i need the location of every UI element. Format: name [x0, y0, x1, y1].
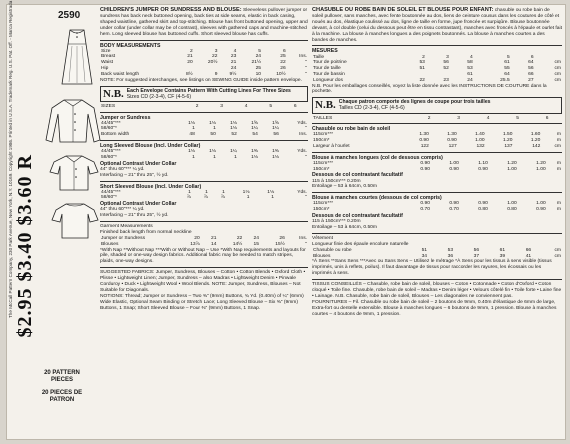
row-value: 14½	[232, 241, 243, 247]
jumper-back-sketch	[54, 26, 100, 88]
row-value: 1⅛	[209, 149, 216, 155]
en-description: Sleeveless pullover jumper or sundress has back neck buttoned opening, back ties at side seams, elastic in back casing, shaped waistline, gathered skirt and top-stitching. Blouse has front buttoned opening, upper and under collar (under collar may be of contrast), sleeves with gathered caps and machine-stitched hem. Long sleeved blouse has buttoned cuffs. Short sleeved blouse has cuffs.	[100, 8, 308, 37]
row-value: 0.80	[507, 207, 517, 213]
fr-note: N.B. Pour les emballages conseillés, voyez la liste donnée avec les INSTRUCTIONS DE COUTURE dans la pochette.	[312, 83, 547, 95]
row-label: Breast	[101, 54, 116, 60]
nb-mark: N.B.	[103, 87, 124, 100]
row-value: 1	[192, 126, 195, 132]
row-value: 1.60	[530, 132, 541, 138]
row-value: 23	[230, 54, 237, 60]
row-value: 10½	[276, 71, 286, 77]
row-value: 37	[473, 253, 480, 259]
fr-nap-note: *Á Sens **Sans Sens ***Avec ou Sans Sens – Utilisez le métrage *À Sens pour les tissus à sens visible (tissus imprimés, unis à reflets, poilus). Il faut davantage de tissus pour raccorder les rayures, les écossais ou les imprimés à sens.	[312, 259, 552, 277]
row-value: m	[556, 132, 561, 138]
row-value: 48	[189, 132, 195, 138]
row-label: 150cm*	[313, 138, 330, 144]
row-value: 41	[525, 253, 532, 259]
row-value: 24	[467, 77, 473, 83]
row-value: 66	[525, 247, 532, 253]
row-value: 1.00	[475, 138, 485, 144]
row-value: Ins.	[299, 132, 307, 138]
row-value: 61	[499, 247, 506, 253]
row-value: 1¼	[230, 149, 237, 155]
row-label: Chasuble ou robe	[313, 247, 352, 253]
row-value: 2	[190, 48, 193, 54]
row-label: Blouses	[313, 253, 331, 259]
row-label: 150cm*	[313, 207, 330, 213]
row-value: 1⅛	[209, 120, 216, 126]
row-label: Size	[101, 48, 111, 54]
row-value: 0.90	[449, 201, 459, 207]
fr-short-title: Blouse à manches courtes (dessous de col compris)	[312, 195, 442, 202]
fr-description: chasuble ou robe bain de soleil pullover, sans manches, avec fente boutonnée au dos, liens de ceinture cousus dans les coutures de côté et noués au dos, élastique coulissé au dos, ligne de taille en forme, jupe froncée et surpiqûre. Blouse boutonnée devant, à col double (celui du dessous peut être en tissu contrastant), manches avec froncés à l'épaule et ourlet fait à la machine. La blouse à manches longues a des poignets boutonnés. La blouse à manches courtes a des bandes de manches.	[312, 8, 562, 43]
row-value: 21½	[251, 60, 262, 66]
en-notions: NOTIONS: Thread; Jumper or Sundress – Two ⅜" (9mm) Buttons, ¾ Yd. (0.40m) of ¼" (6mm) Wide Elastic, Optional Seam Binding or Stretch Lace; Long Sleeved Blouse – Six ⅜" (9mm) Buttons, 1 Snap; Short Sleeved Blouse – Four ⅜" (9mm) Buttons, 1 Snap.	[100, 293, 304, 311]
en-contrast-title: Optional Contrast Under Collar	[100, 160, 177, 167]
row-value: 56	[273, 132, 279, 138]
en-fabrics: SUGGESTED FABRICS: Jumper, Sundress, Blouses – Cotton • Cotton Blends • Oxford Cloth • Plisse • Lightweight Linen; Jumper, Sundress – also Madras • Lightweight Denim • Pinwale Corduroy • Duck • Lightweight Wool • Wool Blends. NOTE: Jumper, Sundress, Blouses – Not Suitable for Diagonals.	[100, 270, 306, 294]
row-value: 22	[236, 235, 243, 241]
en-envelope-note: Each Envelope Contains Pattern With Cutting Lines For Three Sizes	[126, 87, 291, 94]
row-value: 21	[210, 235, 217, 241]
en-jumper-title: Jumper or Sundress	[100, 114, 151, 121]
row-label: 115cm***	[313, 132, 334, 138]
row-value: 0.70	[420, 207, 430, 213]
fr-measures-table	[312, 55, 562, 84]
row-value: 51	[419, 66, 425, 72]
row-label: Longueur dos	[313, 77, 343, 83]
row-value: 34	[421, 253, 428, 259]
row-label: 115cm***	[313, 160, 334, 166]
row-value: 21	[187, 54, 193, 60]
row-value: 56	[473, 247, 480, 253]
row-value: Yds.	[297, 149, 307, 155]
pattern-pieces-fr: 20 PIECES DE PATRON	[41, 390, 83, 403]
company-imprint: The McCall Pattern Company, 230 Park Avenue, New York, N.Y. 10169. Copyright 1986. Printed in U.S.A. Trademark Reg. U.S. Pat. Off. - Marca Registrada	[8, 0, 13, 318]
row-label: 58/60"*	[101, 195, 117, 201]
row-value: 25	[255, 66, 262, 72]
fr-notions: FOURNITURES – Fil. Chasuble ou robe bain de soleil – 2 boutons de 9mm, 0.40m d'élastique de 6mm de large, Extra-fort ou dentelle extensible. Blouse à manches longues – 6 boutons de 9mm, 1 pression. Blouse à manches courtes – 4 boutons de 9mm, 1 pression.	[312, 299, 557, 317]
row-value: 1.20	[502, 138, 513, 144]
row-value: 1	[192, 154, 195, 160]
row-value: ⅞	[220, 195, 225, 201]
row-value: 0.90	[536, 207, 546, 213]
row-value: 1⅛	[188, 120, 195, 126]
row-value: 1.00	[449, 160, 459, 166]
row-value: 4	[486, 115, 490, 121]
row-value: 1	[205, 189, 208, 195]
row-value: m	[556, 207, 561, 213]
row-value: 1.20	[530, 138, 541, 144]
row-value: 1	[213, 154, 216, 160]
row-value: Yds.	[297, 120, 307, 126]
fr-contrast-line-1: 115 à 150cm*** 0.20m	[312, 178, 361, 184]
row-value: 24	[255, 54, 262, 60]
price-4: R	[14, 154, 36, 170]
row-value	[550, 116, 563, 122]
en-contrast2-title: Optional Contrast Under Collar	[100, 201, 177, 208]
row-label: 150cm*	[313, 166, 330, 172]
row-value: 5	[258, 48, 262, 54]
row-label: Largeur à l'ourlet	[313, 144, 350, 149]
row-value: 4	[469, 54, 473, 60]
row-value: 26	[280, 66, 286, 72]
sizes-row	[312, 116, 562, 122]
row-value: ⅞	[203, 195, 208, 201]
blouse-back-sketch	[50, 200, 100, 240]
row-value: 0.90	[447, 138, 457, 144]
row-label: 58/60"*	[101, 126, 117, 132]
row-value: 127	[448, 144, 457, 149]
row-value: 51	[421, 247, 428, 253]
row-value: 39	[499, 253, 506, 259]
row-value: 0.90	[420, 160, 430, 166]
row-value: 0.90	[420, 201, 430, 207]
row-value: cm	[554, 66, 561, 72]
en-envelope-sizes: Sizes CD (2-3-4), CF (4-5-6)	[126, 93, 192, 100]
row-value: 64	[504, 71, 510, 77]
row-value: 61	[467, 71, 473, 77]
row-value: 9	[214, 71, 218, 77]
row-value: 15½	[275, 241, 285, 247]
row-value: "	[305, 195, 307, 201]
row-value: 27	[528, 77, 534, 83]
row-value: 142	[532, 144, 541, 149]
row-value: 25	[280, 54, 286, 60]
en-short-title: Short Sleeved Blouse (Incl. Under Collar)	[100, 183, 202, 190]
row-value: 10	[255, 71, 262, 77]
row-value: 1.00	[507, 201, 517, 207]
yardage-row	[312, 144, 562, 150]
row-label: Jumper or Sundress	[101, 235, 146, 241]
row-value: 1.00	[507, 166, 517, 172]
row-value: 2	[195, 103, 199, 109]
row-value: 1	[222, 189, 225, 195]
row-value: 5	[269, 103, 273, 109]
row-value: 1.20	[536, 160, 546, 166]
row-value: 24	[253, 235, 259, 241]
nb-mark-fr: N.B.	[315, 99, 336, 112]
row-label: Bottom width	[101, 132, 130, 138]
row-value: 0.90	[478, 201, 488, 207]
row-value: 1.00	[536, 166, 546, 172]
row-value: 53	[467, 66, 473, 72]
row-value: 9½	[229, 71, 237, 77]
row-value: 1.30	[447, 132, 457, 138]
row-label: 115cm***	[313, 201, 334, 207]
row-value: 1⅜	[272, 149, 279, 155]
row-value: 20	[194, 235, 200, 241]
row-value: 1.00	[536, 201, 546, 207]
en-long-table	[100, 149, 308, 161]
price-2: $3.40	[14, 231, 36, 282]
price-1: $2.95	[14, 287, 36, 338]
row-value: 25.5	[500, 77, 510, 83]
row-value: 14	[210, 241, 217, 247]
row-value: 1⅛	[251, 154, 258, 160]
row-value: 6	[545, 115, 549, 121]
row-label: Waist	[101, 60, 114, 66]
row-value: 53	[447, 247, 454, 253]
row-value: 1⅛	[242, 189, 250, 195]
row-value: 56	[443, 60, 449, 66]
english-column	[100, 8, 308, 312]
row-label: Tour de poitrine	[313, 60, 347, 66]
row-value: 1.40	[475, 132, 485, 138]
row-value: cm	[554, 71, 561, 77]
fr-long-table	[312, 161, 562, 173]
fr-contrast-line-2: Entoilage – 53 à 64cm, 0.50m	[312, 184, 377, 190]
row-label: 58/60"*	[101, 154, 117, 160]
en-contrast-line-2: Interfacing – 21" thru 25", ½ yd.	[100, 172, 169, 178]
row-value: 15	[253, 241, 259, 247]
row-label: Taille	[313, 54, 325, 60]
row-value: 3	[446, 54, 449, 60]
pattern-number: 2590	[58, 10, 81, 21]
row-value: Ins.	[299, 54, 307, 60]
row-value: "	[305, 126, 307, 132]
yardage-row	[100, 132, 308, 138]
row-value: 20½	[207, 60, 218, 66]
fr-envelope-note: Chaque patron comporte des lignes de coupe pour trois tailles	[338, 99, 491, 106]
row-value: 22	[212, 54, 218, 60]
row-value: 52	[231, 132, 237, 138]
row-value: 122	[420, 144, 429, 149]
row-value: 1.20	[507, 160, 517, 166]
row-value: 0.90	[419, 138, 429, 144]
row-value: cm	[554, 247, 561, 253]
price-3: $3.60	[14, 175, 36, 226]
row-value: 21	[230, 60, 237, 66]
fr-garment-table	[312, 248, 562, 260]
row-value: 0.90	[420, 166, 430, 172]
row-value: cm	[554, 77, 561, 83]
row-value: 2	[427, 115, 431, 121]
row-value: 1⅛	[272, 154, 279, 160]
row-value: 22	[419, 77, 425, 83]
price-stamp	[14, 154, 37, 337]
row-value: 1⅛	[230, 120, 237, 126]
row-value: 5	[516, 115, 519, 121]
row-label: Tour de bassin	[313, 71, 345, 77]
en-envelope-note-box	[100, 86, 308, 102]
row-value: 1.30	[419, 132, 429, 138]
row-value: 13⅞	[190, 241, 200, 247]
row-value: 1¼	[272, 126, 279, 132]
row-label: Blouses	[101, 241, 119, 247]
row-value: 1.50	[502, 132, 513, 138]
row-value: 1⅜	[251, 149, 258, 155]
row-value: 8½	[185, 71, 193, 77]
row-value: 0.70	[449, 207, 459, 213]
row-value: ⅞	[186, 195, 191, 201]
fr-long-title: Blouse à manches longues (col de dessous compris)	[312, 154, 443, 161]
row-value: m	[556, 201, 561, 207]
row-value: 1	[271, 195, 275, 201]
row-value: 52	[443, 66, 449, 72]
row-value: 1⅝	[272, 120, 279, 126]
row-value: 56	[528, 66, 534, 72]
fr-contrast2-line-1: 115 à 150cm*** 0.20m	[312, 219, 361, 225]
row-value: 1.10	[478, 160, 488, 166]
long-sleeve-blouse-sketch	[44, 96, 102, 146]
en-long-title: Long Sleeved Blouse (Incl. Under Collar)	[100, 142, 201, 149]
fr-title: CHASUBLE OU ROBE BAIN DE SOLEIL ET BLOUSE POUR ENFANT:	[312, 7, 494, 13]
row-value: 2	[422, 54, 425, 60]
row-value: 3	[214, 48, 218, 54]
row-value: "	[305, 60, 307, 66]
row-value: 22	[280, 60, 286, 66]
fr-envelope-sizes: Tailles CD (2-3-4), CF (4-5-6)	[338, 105, 405, 112]
sizes-row	[100, 104, 308, 110]
row-value: 1⅛	[230, 126, 237, 132]
row-value: 50	[210, 132, 216, 138]
row-label: Hip	[101, 66, 109, 72]
row-value: 36	[447, 253, 454, 259]
row-value: 6	[283, 48, 286, 54]
en-contrast2-line-2: Interfacing – 21" thru 25", ½ yd.	[100, 213, 169, 219]
row-label: 44/45"***	[101, 120, 121, 126]
fr-contrast2-title: Dessous de col contrastant facultatif	[312, 213, 403, 220]
en-garment-table	[100, 236, 308, 248]
en-body-measurements-table	[100, 49, 308, 78]
row-value: "	[305, 71, 307, 77]
fr-garment-sub: Longueur finie des épaule encolure naturelle	[312, 241, 409, 247]
row-label: TAILLES	[313, 115, 333, 121]
en-garment-sub: Finished back length from normal neckline	[100, 230, 192, 236]
en-sizes-header	[100, 104, 308, 110]
row-value: 55	[504, 66, 510, 72]
row-value: 1	[188, 189, 191, 195]
fr-contrast2-line-2: Entoilage – 53 à 64cm, 0.50m	[312, 225, 377, 231]
fr-sizes-header	[312, 116, 562, 122]
row-value: 1⅛	[267, 189, 275, 195]
row-label: Back waist length	[101, 71, 140, 77]
row-value: 3	[220, 103, 223, 109]
row-value: 64	[528, 60, 534, 66]
en-contrast2-line-1: 44" thru 60"*** ¼ yd.	[100, 207, 145, 213]
row-value: m	[556, 138, 561, 144]
row-value: 1	[234, 154, 237, 160]
en-contrast-line-1: 44" thru 60"*** ¼ yd.	[100, 166, 145, 172]
row-value: 0.90	[478, 166, 488, 172]
row-value: 24	[230, 66, 237, 72]
fr-short-table	[312, 201, 562, 213]
row-value: 4	[244, 103, 248, 109]
row-value: 1⅝	[251, 120, 258, 126]
row-label: SIZES	[101, 103, 116, 109]
row-value: cm	[554, 144, 561, 149]
pattern-pieces-en: 20 PATTERN PIECES	[44, 370, 80, 383]
row-value: 4	[233, 48, 237, 54]
row-value: Ins.	[299, 235, 307, 241]
row-value: m	[556, 166, 561, 172]
row-value: 1	[246, 195, 250, 201]
row-value: 54	[252, 132, 258, 138]
fr-contrast-title: Dessous de col contrastant facultatif	[312, 172, 403, 179]
fr-garment-title: Vêtement	[312, 235, 333, 241]
row-value	[298, 104, 308, 110]
row-value: "	[305, 154, 307, 160]
row-value: 1¼	[251, 126, 258, 132]
row-value: Yds.	[297, 189, 307, 195]
row-value: 26	[279, 235, 285, 241]
en-short-table	[100, 190, 308, 202]
row-value: 5	[506, 54, 510, 60]
row-value: 0.90	[449, 166, 459, 172]
fr-jumper-table	[312, 132, 562, 149]
en-nap-note: *With Nap **Without Nap ***With or Without Nap – Use *With Nap requirements and layouts for pile, shaded or one-way design fabrics. Additional fabric may be needed to match stripes, plaids, one-way designs.	[100, 247, 306, 265]
row-value: 20	[187, 60, 193, 66]
fr-fabrics: TISSUS CONSEILLÉS – Chasuble, robe bain de soleil, blouses – Coton • Cotonnade • Coton d'Oxford • Coton cloqué • Toile fine. Chasuble, robe bain de soleil – Madras • Denim léger • Velours côtelé fin • Toile forte • Laine fine • Lainage. N.B. Chasuble, robe bain de soleil, Blouses – Les diagonales ne conviennent pas.	[312, 282, 562, 299]
row-value: m	[556, 160, 561, 166]
fr-measures-title: MESURES	[312, 48, 338, 55]
fr-jumper-title: Chasuble ou robe bain de soleil	[312, 126, 391, 133]
row-value: 1⅛	[188, 149, 195, 155]
en-title: CHILDREN'S JUMPER OR SUNDRESS AND BLOUSE:	[100, 7, 242, 13]
row-value: 58	[467, 60, 473, 66]
row-value: 132	[476, 144, 485, 149]
row-value: cm	[554, 60, 561, 66]
en-garment-title: Garment Measurements	[100, 224, 153, 230]
row-value: 0.80	[478, 207, 488, 213]
en-jumper-table	[100, 121, 308, 138]
short-sleeve-blouse-sketch	[48, 152, 100, 192]
row-value: 137	[504, 144, 513, 149]
row-label: 44/45"***	[101, 189, 121, 195]
row-label: Tour de taille	[313, 66, 341, 72]
row-value: 6	[293, 103, 297, 109]
row-value: "	[305, 66, 307, 72]
row-value: 61	[504, 60, 510, 66]
row-value: 1	[213, 126, 216, 132]
row-value: 53	[419, 60, 425, 66]
row-value: 66	[528, 71, 534, 77]
french-column	[312, 8, 562, 318]
en-note: NOTE: For suggested interchanges, see listings on SEWING GUIDE inside pattern envelope.	[100, 77, 302, 83]
fr-envelope-note-box	[312, 97, 562, 113]
row-value: "	[305, 241, 307, 247]
row-value: 3	[457, 115, 460, 121]
row-value: 23	[443, 77, 449, 83]
row-value: cm	[554, 253, 561, 259]
row-label: 44/45"***	[101, 149, 121, 155]
row-value: 6	[530, 54, 534, 60]
en-body-measurements-title: BODY MEASUREMENTS	[100, 42, 161, 49]
left-strip	[6, 0, 98, 434]
